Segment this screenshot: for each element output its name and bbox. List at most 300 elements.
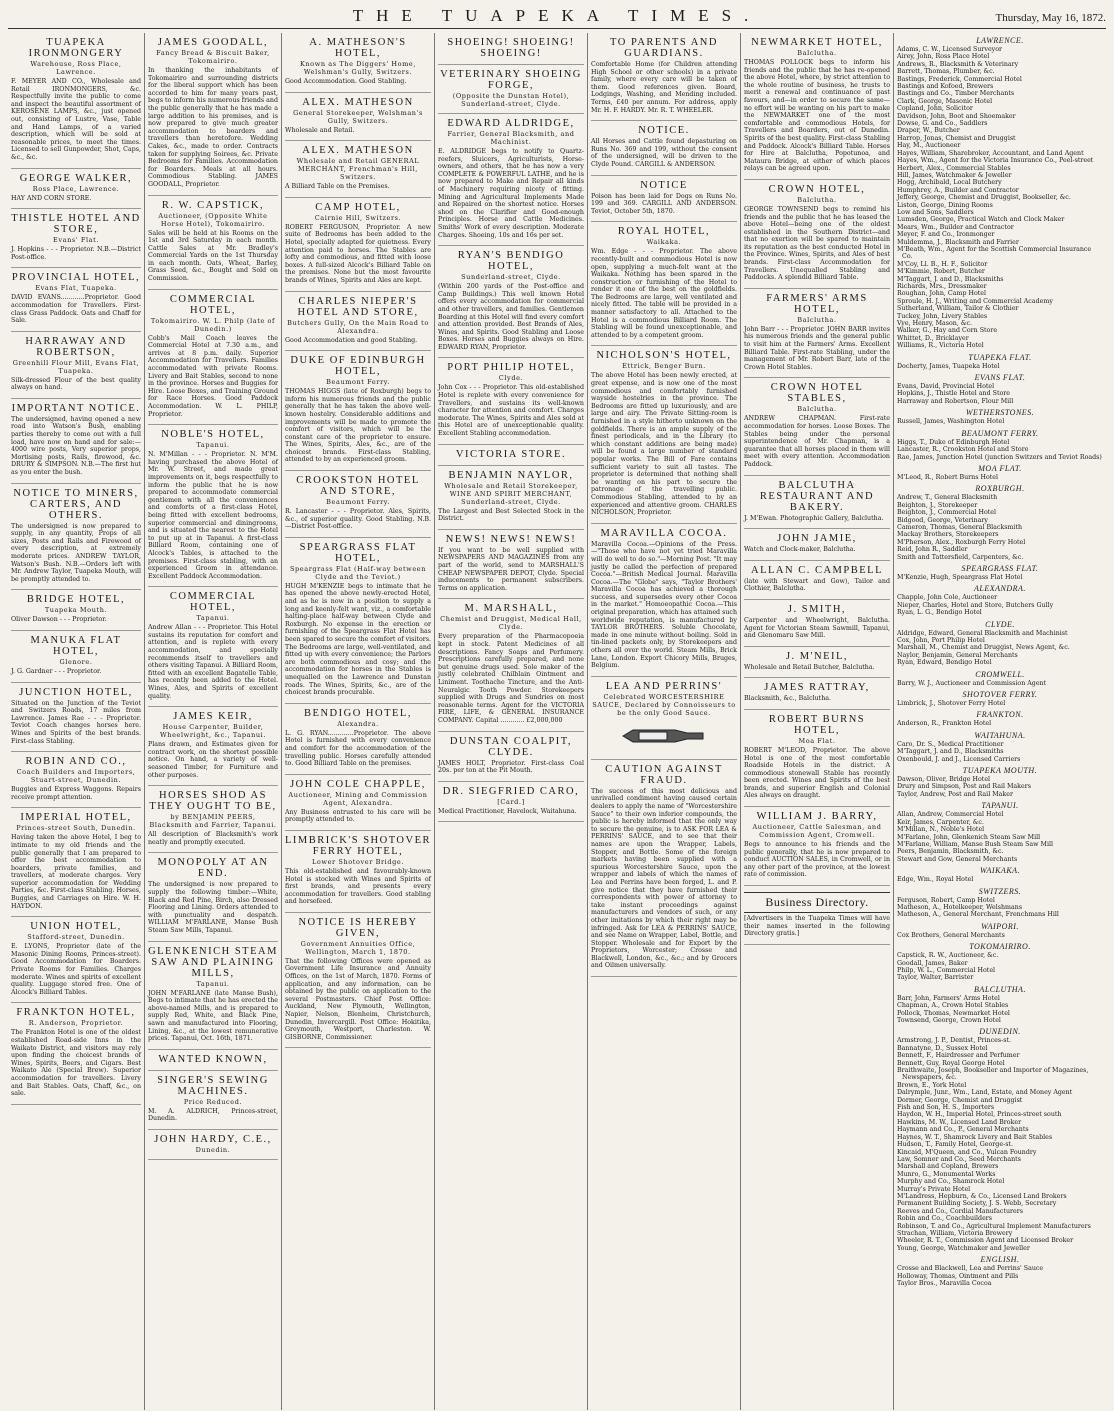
directory-entry: Ferguson, Robert, Camp Hotel (897, 896, 995, 904)
directory-entry: Bastings and Kofoed, Brewers (897, 83, 994, 91)
column-6 (741, 33, 894, 1410)
ad-body: The Largest and Best Selected Stock in the District. (438, 507, 584, 523)
ad-body: Having taken the above Hotel, I beg to intimate to my old friends and the public generally that I am prepared to offer the best accommodation to boarders, private families, and travellers, at moderate charges. Very superior accommodation for Wedding Parties, &c. First-class Stabling. Horses, Buggies, and Carriages on Hire. W. H. HAYDON. (11, 834, 141, 910)
advertisement (285, 351, 431, 471)
directory-town: FRANKTON. (976, 710, 1024, 720)
ad-heading: WANTED KNOWN, (158, 1053, 268, 1065)
directory-entry: M'Landress, Hepburn, & Co., Licensed Land Brokers (897, 1192, 1067, 1200)
ad-heading: JAMES KEIR, (173, 711, 253, 723)
directory-entry: Haymann and Co., P., General Merchants (897, 1126, 1029, 1134)
ad-subheading: Stafford-street, Dunedin. (27, 933, 125, 942)
advertisement (744, 33, 890, 180)
directory-town: TAPANUI. (981, 801, 1019, 811)
ad-body: In thanking the inhabitants of Tokomairiro and surrounding districts for the liberal support which has been accorded to him for many years past, begs to inform his numerous friends and the public generally that he has made a large addition to his premises, and is now prepared to give much greater accommodation to boarders and travellers than heretofore. Wedding Cakes, &c., made to order. Contracts taken for supplying Soirees, &c. Private Bedrooms for Families. Accommodation for Boarders. Meals at all hours. Commodious Stabling. JAMES GOODALL, Proprietor. (148, 67, 278, 188)
ad-heading: NEWS! NEWS! NEWS! (445, 533, 577, 545)
ad-subheading: Greenhill Flour Mill, Evans Flat, Tuapeka. (12, 358, 140, 375)
directory-entry: Andrew, T., General Blacksmith (897, 494, 998, 502)
directory-entry: Anderson, R., Frankton Hotel (897, 720, 992, 728)
advertisement (148, 786, 278, 853)
directory-entry: Bastings and Co., Timber Merchants (897, 90, 1015, 98)
ad-subheading: Tokomairiro. W. L. Philp (late of Dunedin.) (150, 316, 276, 333)
ad-subheading: R. Anderson, Proprietor. (28, 1019, 124, 1028)
advertisement (744, 678, 890, 710)
ad-body: The above Hotel has been newly erected, at great expense, and is now one of the most commodious and comfortably furnished wayside hostelries in the province. The Bedrooms are fitted up luxuriously, and are large and airy. The Private Sitting-room is furnished in a style hitherto unknown on the goldfields. There is an ample supply of the finest periodicals, and in the Library (to which constant additions are being made) will be found a large number of standard popular works. The Bill of Fare contains sufficient variety to suit all tastes. The proprietor is determined that nothing shall be wanting on his part to secure the patronage of the travelling public. Commodious Stabling, attended to by an experienced and attentive groom. CHARLES NICHOLSON, Proprietor. (591, 372, 737, 517)
ad-body: J. Hopkins - - - Proprietor. N.B.—District Post-office. (11, 246, 141, 261)
directory-entry: Crosse and Blackwell, Lea and Perrins' Sauce (897, 1265, 1044, 1273)
directory-entry: Lancaster, R., Crookston Hotel and Store (897, 446, 1029, 454)
ad-heading: UNION HOTEL, (30, 921, 122, 933)
ad-heading: JOHN COLE CHAPPLE, (290, 778, 426, 790)
ad-heading: JUNCTION HOTEL, (19, 686, 133, 698)
directory-entry: Goodall, James, Baker (897, 959, 968, 967)
directory-town: TUAPEKA FLAT. (968, 352, 1032, 362)
directory-entry: Meyer, F. and Co., Ironmonger (897, 231, 995, 239)
ad-heading: PORT PHILIP HOTEL, (447, 362, 575, 374)
advertisement (438, 530, 584, 600)
advertisement (438, 114, 584, 246)
ad-subheading: Celebrated WORCESTERSHIRE SAUCE, Declared by Connoisseurs to be the only Good Sauce. (592, 692, 736, 717)
directory-entry: Higgs, T., Duke of Edinburgh Hotel (897, 438, 1010, 446)
directory-entry: Hill, James, Watchmaker & Jeweller (897, 171, 1012, 179)
directory-entry: Ryan, Edward, Bendigo Hotel (897, 659, 992, 667)
directory-entry: Young, George, Watchmaker and Jeweller (897, 1244, 1030, 1252)
directory-entry: Pollock, Thomas, Newmarket Hotel (897, 1009, 1010, 1017)
directory-entry: Draper, W., Butcher (897, 127, 960, 135)
ad-body: All description of Blacksmith's work neatly and promptly executed. (148, 831, 278, 846)
ad-body: ANDREW CHAPMAN. First-rate accommodation for horses. Loose Boxes. The Stables being under the personal superintendence of Mr. Chapman, is a guarantee that all horses placed in them will meet with every attention. Accommodation Paddock. (744, 415, 890, 468)
ad-subheading: Balclutha. (797, 49, 837, 57)
advertisement (438, 33, 584, 65)
directory-town: CROMWELL. (975, 669, 1025, 679)
ad-heading: EDWARD ALDRIDGE, (447, 118, 575, 129)
directory-town: EVANS FLAT. (974, 373, 1026, 383)
directory-entry: Kincaid, M'Queen, and Co., Vulcan Foundry (897, 1148, 1037, 1156)
ad-body: E. LYONS, Proprietor (late of the Masonic Dining Rooms, Princes-street). Good Accommodation for Boarders. Private Rooms for Families. Charges moderate. Wines and spirits of excellent quality. Luggage stored free. One of Alcock's Billiard Tables. (11, 943, 141, 996)
directory-entry: Vye, Henry, Mason, &c. (897, 320, 973, 328)
directory-town: SPEARGRASS FLAT. (961, 563, 1039, 573)
ad-heading: MANUKA FLAT HOTEL, (30, 634, 122, 657)
directory-entry: Muldemma, J., Blacksmith and Farrier (897, 238, 1019, 246)
directory-entry: Sproule, H. J., Writing and Commercial Academy (897, 297, 1053, 305)
advertisement (148, 196, 278, 290)
directory-entry: Fish and Son, H. S., Importers (897, 1104, 995, 1112)
directory-entry: Beighton, J., Storekeeper (897, 501, 978, 509)
advertisement (591, 346, 737, 523)
ad-body: John Barr - - - Proprietor. JOHN BARR invites his numerous friends and the general public to visit him at the Farmers' Arms. Excellent Billiard Table. First-rate Stabling, under the management of Mr. Robert Barr, late of the Crown Hotel Stables. (744, 325, 890, 371)
directory-entry: Reid, John R., Saddler (897, 546, 968, 554)
advertisement (11, 332, 141, 399)
ad-subheading: General Storekeeper, Welshman's Gully, Switzers. (293, 108, 423, 125)
directory-entry: Herbert, Alex., Commercial Stables (897, 164, 1011, 172)
directory-town: ALEXANDRA. (974, 584, 1026, 594)
ad-body: Andrew Allan - - - Proprietor. This Hotel sustains its reputation for comfort and attention, and is replete with every accommodation, and specially recommends itself to travellers and others visiting Tapanui. A Billiard Room, fitted with an excellent Bagatelle Table, has recently been added to the Hotel. Wines, Ales, and Spirits of excellent quality. (148, 624, 278, 700)
advertisement (285, 93, 431, 142)
ad-body: Maravilla Cocoa.—Opinions of the Press.—"Those who have not yet tried Maravilla will do well to do so."—Morning Post. "It may justly be called the perfection of prepared Cocoa."—British Medical Journal. Maravilla Cocoa.—The "Globe" says, "Taylor Brothers' Maravilla Cocoa has achieved a thorough success, and supersedes every other Cocoa in the market." Homoeopathic Cocoa.—This original preparation, which has attained such worldwide reputation, is manufactured by TAYLOR BROTHERS. Soluble Chocolate, made in one minute without boiling. Sold in tin-lined packets only, by Storekeepers and others all over the world. Steam Mills, Brick Lane, London. Export Chicory Mills, Bruges, Belgium. (591, 540, 737, 670)
column-3 (282, 33, 435, 1410)
ad-heading: BENDIGO HOTEL, (304, 707, 412, 719)
directory-entry: Marshall and Copland, Brewers (897, 1163, 999, 1171)
ad-body: Carpenter and Wheelwright, Balclutha. Agent for Victorian Steam Sawmill, Tapanui, and Glenomaru Saw Mill. (744, 616, 890, 640)
advertisement (285, 704, 431, 775)
ad-subheading: Evans Flat, Tuapeka. (35, 284, 117, 293)
advertisement (744, 886, 890, 945)
ad-body: J. M'Ewan. Photographic Gallery, Balclutha. (744, 514, 884, 522)
advertisement (591, 677, 737, 760)
ad-subheading: Auctioneer, (Opposite White Horse Hotel), Tokomairiro. (158, 211, 268, 228)
ad-subheading: Price Reduced. (183, 1097, 243, 1106)
ad-subheading: Sunderland-street, Clyde. (461, 273, 561, 282)
advertisement (438, 732, 584, 782)
ad-heading: ALEX. MATHESON (302, 96, 414, 108)
directory-entry: M'Farlane, William, Manse Bush Steam Saw Mill (897, 840, 1054, 848)
advertisement (11, 209, 141, 268)
ad-subheading: by BENJAMIN PEERS, Blacksmith and Farrier, Tapanui. (149, 813, 277, 830)
directory-entry: Humphrey, A., Builder and Contractor (897, 186, 1019, 194)
directory-entry: Murphy and Co., Shamrock Hotel (897, 1178, 1005, 1186)
ad-heading: JOHN HARDY, C.E., (154, 1133, 272, 1145)
ad-body: E. ALDRIDGE begs to notify to Quartz-reefers, Sluicers, Agriculturists, Horse-owners, and others, that he has now a very COMPLETE & POWERFUL LATHE, and he is now prepared to Make and Repair all kinds of Machinery requiring nicety of fitting. Mining and Agricultural Implements Made and Repaired on the shortest notice. Horses shod on the Clarifier and Good-enough Principles. Horse and Cattle Medicines. Smiths' Work of every description. Moderate Charges. Shoeing, 10s and 16s per set. (438, 148, 584, 239)
ad-subheading: Known as The Diggers' Home, Welshman's Gully, Switzers. (299, 60, 417, 76)
ad-subheading: Warehouse, Ross Place, Lawrence. (30, 60, 122, 76)
directory-entry: Barrett, Thomas, Plumber, &c. (897, 68, 995, 76)
ad-heading: FARMERS' ARMS HOTEL, (766, 292, 868, 315)
ad-body: THOMAS POLLOCK begs to inform his friends and the public that he has re-opened the above Hotel, where, by strict attention to the whole routine of business, he trusts to merit a renewal and continuance of past favours, and—in order to secure the same—no effort will be wanting on his part to make the NEWMARKET one of the most comfortable and commodious Hotels, for Travellers and Boarders, out of Dunedin. Spirits of the best quality. First-class Stabling and Paddock. Alcock's Billiard Table. Horses for Hire at Balclutha, Popotunoa, and Mataura Bridge, at either of which places relays can be agreed upon. (744, 59, 891, 173)
directory-entry: Low and Sons, Saddlers (897, 208, 974, 216)
directory-entry: Williams, R., Victoria Hotel (897, 342, 984, 350)
ad-heading: ALEX. MATHESON (302, 145, 414, 157)
ad-subheading: Evans' Flat. (52, 236, 99, 245)
ad-heading: CAMP HOTEL, (315, 201, 401, 213)
ad-body: Wholesale and Retail Butcher, Balclutha. (744, 663, 875, 671)
ad-heading: MARAVILLA COCOA. (600, 527, 728, 539)
advertisement (438, 782, 584, 823)
directory-entry: Hogg, Archibald, Local Butchery (897, 179, 1002, 187)
ad-heading: GLENKENICH STEAM SAW AND PLAINING MILLS, (148, 945, 278, 979)
ad-body: Cobb's Mail Coach leaves the Commercial Hotel at 7.30 a.m., and arrives at 8 p.m. daily. Superior Accommodation for Travellers. Families accommodated with private Rooms. Livery and Bait Stables, second to none in the province. Horses and Buggies for Hire. Loose Boxes, and Training Ground for Race Horses. Good Paddock Accommodation. W. L. PHILP, Proprietor. (148, 334, 278, 418)
ad-body: J. G. Gardner - - - Proprietor. (11, 667, 102, 675)
ad-subheading: Fancy Bread & Biscuit Baker, Tokomairiro. (156, 49, 270, 65)
ad-body: Poison has been laid for Dogs on Runs No. 199 and 369. CARGILL AND ANDERSON. Teviot, October 5th, 1870. (591, 192, 737, 215)
directory-entry: Smith and Tattersfield, Carpenters, &c. (897, 553, 1024, 561)
ad-heading: SINGER'S SEWING MACHINES. (157, 1074, 269, 1097)
directory-entry: Russell, James, Washington Hotel (897, 418, 1005, 426)
directory-town: ROXBURGH. (975, 484, 1025, 494)
ad-heading: NOBLE'S HOTEL, (161, 429, 265, 441)
advertisement (591, 760, 737, 977)
ad-heading: RYAN'S BENDIGO HOTEL, (457, 250, 565, 273)
ad-heading: MONOPOLY AT AN END. (157, 857, 269, 880)
directory-entry: Copland, John, Solicitor (897, 105, 973, 113)
advertisement (438, 65, 584, 114)
directory-entry: Hay, M., Auctioneer (897, 142, 961, 150)
ad-body: The success of this most delicious and unrivalled condiment having caused certain dealers to apply the name of "Worcestershire Sauce" to their own inferior compounds, the public is hereby informed that the only way to secure the genuine, is to ASK FOR LEA & PERRINS' SAUCE, and to see that their names are upon the Wrapper, Labels, Stopper, and Bottle. Some of the foreign markets having been supplied with a spurious Worcestershire Sauce, upon the wrapper and labels of which the names of Lea and Perrins have been forged, L. and P. give notice that they have furnished their correspondents with power of attorney to take instant proceedings against manufacturers and vendors of such, or any other imitations by which their right may be infringed. Ask for LEA & PERRINS' SAUCE, and see Name on Wrapper, Label, Bottle, and Stopper. Wholesale and for Export by the Proprietors, Worcester; Crosse and Blackwell, London, &c., &c.; and by Grocers and Oilmen universally. (591, 787, 737, 970)
ad-heading: COMMERCIAL HOTEL, (169, 591, 257, 614)
directory-entry: Reeves and Co., Cordial Manufacturers (897, 1207, 1023, 1215)
ad-heading: BRIDGE HOTEL, (26, 594, 126, 606)
directory-entry: Allan, Andrew, Commercial Hotel (897, 811, 1004, 819)
directory-entry: M'Pherson, Alex., Roxburgh Ferry Hotel (897, 538, 1026, 546)
directory-entry: Hudson, T., Family Hotel, George-st. (897, 1141, 1013, 1149)
ad-body: Blacksmith, &c., Balclutha. (744, 695, 832, 703)
directory-entry: Whittet, D., Bricklayer (897, 334, 969, 342)
ad-body: All Horses and Cattle found depasturing on Runs No. 369 and 199, without the consent of the undersigned, will be driven to the Clyde Pound. CARGILL & ANDERSON. (591, 138, 737, 168)
ad-heading: A. MATHESON'S HOTEL, (309, 37, 407, 59)
advertisement (148, 1130, 278, 1160)
directory-entry: Lumsden, George, Practical Watch and Clock Maker (897, 216, 1065, 224)
directory-entry: Philp, W. L., Commercial Hotel (897, 966, 996, 974)
ad-subheading: Farrier, General Blacksmith, and Machinist. (447, 130, 575, 146)
ad-heading: TUAPEKA IRONMONGERY (28, 37, 124, 59)
directory-entry: Permanent Building Society, J. S. Webb, Secretary (897, 1200, 1057, 1208)
advertisement (285, 198, 431, 292)
advertisement (11, 590, 141, 631)
directory-entry: Chapman, A., Crown Hotel Stables (897, 1002, 1009, 1010)
column-7 (894, 33, 1106, 1410)
advertisement (591, 121, 737, 175)
ad-heading: GEORGE WALKER, (19, 172, 133, 184)
directory-town: TUAPEKA MOUTH. (962, 766, 1038, 776)
advertisement (744, 476, 890, 530)
advertisement (285, 775, 431, 831)
directory-town: BALCLUTHA. (974, 984, 1026, 994)
directory-entry: Dawson, Oliver, Bridge Hotel (897, 776, 991, 784)
directory-entry: Law, Somner and Co., Seed Merchants (897, 1155, 1021, 1163)
advertisement (148, 290, 278, 426)
ad-body: JAMES HOLT, Proprietor. First-class Coal 20s. per ton at the Pit Mouth. (438, 759, 584, 775)
ad-heading: CROWN HOTEL, (768, 183, 866, 195)
advertisement (148, 853, 278, 941)
directory-entry: Keir, James, Carpenter, &c. (897, 818, 984, 826)
ad-subheading: Balclutha. (797, 195, 837, 204)
ad-heading: BENJAMIN NAYLOR, (448, 469, 574, 481)
ad-body: [Advertisers in the Tuapeka Times will have their names inserted in the following Directory gratis.] (744, 915, 890, 938)
directory-entry: Richards, Mrs., Dressmaker (897, 283, 987, 290)
directory-entry: M'Leod, R., Robert Burns Hotel (897, 473, 999, 481)
directory-town: SHOTOVER FERRY. (962, 690, 1038, 700)
directory-entry: Matheson, A., General Merchant, Frenchmans Hill (897, 911, 1059, 919)
directory-entry: Robin and Co., Coachbuilders (897, 1215, 993, 1223)
directory-entry: Dormer, George, Chemist and Druggist (897, 1096, 1023, 1104)
directory-entry: Bidgood, George, Veterinary (897, 516, 988, 524)
advertisement (285, 831, 431, 913)
ad-heading: ROBERT BURNS HOTEL, (768, 713, 866, 736)
directory-entry: Stewart and Gow, General Merchants (897, 855, 1018, 863)
ad-heading: FRANKTON HOTEL, (16, 1007, 136, 1019)
ad-heading: NICHOLSON'S HOTEL, (596, 350, 732, 362)
ad-heading: NOTICE IS HEREBY GIVEN, (298, 916, 418, 939)
ad-heading: CROOKSTON HOTEL AND STORE, (296, 475, 420, 498)
advertisement (11, 169, 141, 210)
columns (8, 33, 1106, 1410)
advertisement (11, 631, 141, 683)
directory-entry: Braithwaite, Joseph, Bookseller and Importer of Magazines, Newspapers, &c. (897, 1067, 1089, 1082)
directory-entry: Tuckey, John, Livery Stables (897, 312, 988, 320)
directory-entry: Chapple, John Cole, Auctioneer (897, 594, 998, 602)
ad-body: M. A. ALDRICH, Princes-street, Dunedin. (148, 1107, 278, 1123)
advertisement (285, 141, 431, 198)
ad-subheading: Moa Flat. (798, 736, 836, 745)
ad-subheading: Princes-street South, Dunedin. (16, 824, 136, 833)
advertisement (148, 1050, 278, 1071)
advertisement (285, 33, 431, 93)
directory-entry: Bannatyne, D., Sussex Hotel (897, 1044, 988, 1052)
directory-entry: Clark, George, Masonic Hotel (897, 97, 993, 105)
ad-heading: NOTICE. (638, 125, 690, 137)
directory-town: WAIKAKA. (979, 866, 1021, 876)
ad-body: That the following Offices were opened as Government Life Insurance and Annuity Offices, on the 1st of March, 1870. Forms of application, and any information, can be obtained by the public on application to the several Postmasters. Chief Post Office: Auckland, New Plymouth, Wellington, Napier, Nelson, Blenheim, Christchurch, Dunedin, Invercargill. Post Office: Hokitika, Greymouth, Westport, Charleston. W. GISBORNE, Commissioner. (285, 957, 431, 1041)
ad-body: Situated on the Junction of the Teviot and Switzers Roads, 17 miles from Lawrence. James Rae - - - Proprietor. Teviot Coach changes horses here. Wines and Spirits of the best brands. First-class Stabling. (11, 699, 141, 745)
ad-body: Silk-dressed Flour of the best quality always on hand. (11, 376, 141, 392)
directory-entry: Barr, John, Farmers' Arms Hotel (897, 994, 1000, 1002)
ad-body: This old-established and favourably-known Hotel is stocked with Wines and Spirits of first brands, and presents every accommodation for travellers. Good stabling and horsefeed. (285, 867, 431, 906)
directory-entry: Armstrong, J. P., Dentist, Princes-st. (897, 1037, 1012, 1045)
advertisement (438, 358, 584, 444)
directory-entry: Capstick, R. W., Auctioneer, &c. (897, 952, 999, 960)
ad-heading: ROYAL HOTEL, (617, 226, 711, 238)
directory-entry: Ryan, L. G., Bendigo Hotel (897, 609, 982, 617)
directory-entry: Jeffery, George, Chemist and Druggist, Bookseller, &c. (897, 194, 1071, 202)
directory-entry: Beighton, J., Commercial Hotel (897, 509, 997, 517)
ad-subheading: Chemist and Druggist, Medical Hall, Clyde. (440, 615, 582, 632)
advertisement (285, 913, 431, 1049)
directory-entry: Haynes, W. T., Shamrock Livery and Bait Stables (897, 1133, 1053, 1141)
ad-subheading: Tapanui. (196, 441, 230, 450)
directory-entry: M'Farlane, John, Glenkenich Steam Saw Mill (897, 833, 1041, 841)
directory-entry: Aldridge, Edward, General Blacksmith and Machinist (897, 629, 1068, 637)
ad-heading: HARRAWAY AND ROBERTSON, (25, 335, 127, 358)
advertisement (11, 33, 141, 169)
ad-heading: J. SMITH, (787, 603, 847, 615)
ad-body: Plans drawn, and Estimates given for contract work, on the shortest possible notice. On hand, a variety of well-seasoned Timber, for Furniture and other purposes. (148, 741, 278, 779)
advertisement (591, 176, 737, 223)
ad-subheading: Tuapeka Mouth. (44, 606, 108, 615)
directory-entry: Haydon, W. H., Imperial Hotel, Princes-street south (897, 1111, 1062, 1119)
ad-body: If you want to be well supplied with NEWSPAPERS AND MAGAZINES from any part of the world, send to MARSHALL'S CHEAP NEWSPAPER DEPOT, Clyde. Special inducements to permanent subscribers. Terms on application. (438, 546, 584, 592)
ad-body: R. Lancaster - - - Proprietor. Ales, Spirits, &c., of superior quality. Good Stabling. N.B.—District Post-office. (285, 508, 431, 531)
directory-entry: M'Coy, Ll. B., H. F., Solicitor (897, 260, 988, 268)
advertisement (591, 33, 737, 121)
ad-body: Wm. Edge - - - Proprietor. The above recently-built and commodious Hotel is now open, supplying a much-felt want at the Waikaka. Nothing has been spared in the construction or furnishing of the Hotel to render it one of the best on the goldfields. The Bedrooms are large, well ventilated and nicely fitted. The table will be provided in a manner satisfactory to all. Attached to the Hotel is a commodious Billiard Room. The Stabling will be found unexceptionable, and attended to by a competent groom. (591, 248, 737, 339)
ad-body: Good Accommodation and good Stabling. (285, 336, 418, 344)
advertisement (744, 289, 890, 379)
advertisement (11, 752, 141, 808)
advertisement (148, 33, 278, 196)
ad-heading: ALLAN C. CAMPBELL (751, 564, 883, 576)
ad-body: John Cox - - - Proprietor. This old-established Hotel is replete with every convenience for Travellers, and sustains its well-known character for attention and comfort. Charges moderate. The Wines, Spirits and Ales sold at this Hotel are of unexceptionable quality. Excellent Stabling accommodation. (438, 384, 584, 438)
advertisement (744, 561, 890, 600)
advertisement (285, 471, 431, 538)
directory-entry: Caro, Dr. S., Medical Practitioner (897, 740, 1004, 748)
newspaper-title: THE TUAPEKA TIMES. (352, 6, 762, 25)
directory-town: CLYDE. (985, 619, 1015, 629)
directory-entry: Hawkins, M. W., Licensed Land Broker (897, 1118, 1022, 1126)
directory-entry: Roughan, John, Camp Hotel (897, 290, 987, 298)
ad-subheading: Government Annuities Office, Wellington, March 1, 1870. (300, 939, 416, 956)
ad-body: A Billiard Table on the Premises. (285, 183, 390, 191)
directory-entry: Sutherland, William, Tailor & Clothier (897, 305, 1019, 313)
directory-town: DUNEDIN. (979, 1027, 1021, 1037)
ad-subheading: House Carpenter, Builder, Wheelwright, &c., Tapanui. (160, 723, 266, 740)
ad-body: ROBERT M'LEOD, Proprietor. The above Hotel is one of the most comfortable Roadside Hotels in the district. A commodious stonewall Stable has recently been erected. Wines and Spirits of the best brands, and superior English and Colonial Ales always on draught. (744, 746, 890, 800)
ad-body: N. M'Millan - - - Proprietor. N. M'M. having purchased the above Hotel of Mr. W. Street, and made great improvements on it, begs respectfully to inform the public that he is now prepared to accommodate commercial gentlemen with all the conveniences and comforts of a first-class Hotel, being fitted with excellent bedrooms, superior commercial and diningrooms, and is situated the nearest to the Hotel to put up at in Tapanui. A first-class Billiard Room, containing one of Alcock's Tables, is attached to the premises. First-class stabling, with an experienced Groom in attendance. Excellent Paddock Accommodation. (148, 451, 278, 580)
ad-heading: DUKE OF EDINBURGH HOTEL, (290, 355, 426, 378)
directory-town: WAIPORI. (981, 921, 1019, 931)
ad-heading: DUNSTAN COALPIT, CLYDE. (449, 735, 573, 758)
ad-subheading: Tapanui. (196, 979, 230, 988)
directory-entry: Oxenbould, J. and J., Licensed Carriers (897, 755, 1021, 763)
ad-body: The Frankton Hotel is one of the oldest established Road-side Inns in the Waikato District, and visitors may rely upon finding the choicest brands of Wines, Spirits, Beers, and Cigars. Best Waikato Ale (Special Brew). Superior accommodation for travellers. Livery and Bait Stables. Oats, Chaff, &c., on sale. (11, 1029, 141, 1098)
ad-subheading: Auctioneer, Mining and Commission Agent, Alexandra. (288, 790, 428, 807)
ad-subheading: Waikaka. (646, 238, 682, 247)
advertisement (744, 710, 890, 807)
directory-town: BEAUMONT FERRY. (961, 428, 1039, 438)
directory-town: SWITZERS. (978, 886, 1022, 896)
directory-entry: M'Beath, Wm., Agent for the Scottish Commercial Insurance Co. (897, 245, 1092, 261)
ad-subheading: Wholesale and Retail GENERAL MERCHANT, Frenchman's Hill, Switzers. (296, 157, 420, 182)
directory-entry: Evans, David, Provincial Hotel (897, 383, 995, 391)
ad-heading: ROBIN AND CO., (25, 756, 127, 768)
directory-entry: Limbrick, J., Shotover Ferry Hotel (897, 700, 1006, 708)
directory-entry: Cox Brothers, General Merchants (897, 931, 1005, 939)
directory-entry: Taylor, Andrew, Post and Rail Maker (897, 790, 1013, 798)
advertisement (11, 917, 141, 1003)
ad-body: JOHN M'FARLANE (late Manse Bush), Begs to intimate that he has erected the above-named Mills, and is prepared to supply Red, White, and Black Pine, sawn and manufactured into Flooring, Lining, &c., at the lowest remunerative prices. Tapanui, Oct. 16th, 1871. (148, 989, 278, 1043)
ad-body: Buggies and Express Waggons. Repairs receive prompt attention. (11, 786, 141, 801)
ad-subheading: Lower Shotover Bridge. (312, 857, 404, 866)
ad-heading: THISTLE HOTEL AND STORE, (11, 213, 141, 236)
directory-entry: Walker, G., Hay and Corn Store (897, 327, 998, 335)
directory-entry: M'Kimmie, Robert, Butcher (897, 268, 985, 276)
advertisement (285, 292, 431, 352)
ad-subheading: [Card.] (497, 797, 525, 806)
directory-entry: Brown, E., York Hotel (897, 1081, 967, 1089)
ad-heading: NOTICE TO MINERS, CARTERS, AND OTHERS. (13, 487, 139, 521)
ad-subheading: Beaumont Ferry. (326, 378, 390, 387)
directory-entry: Mears, Wm., Builder and Contractor (897, 223, 1014, 231)
directory-entry: M'Taggart, J. and D., Blacksmiths (897, 275, 1004, 283)
directory-entry: Rae, James, Junction Hotel (junction Switzers and Teviot Roads) (897, 453, 1102, 461)
ad-subheading: Glenore. (59, 657, 93, 666)
advertisement (744, 807, 890, 886)
directory-entry: Bastings, Frederick, Commercial Hotel (897, 75, 1022, 83)
ad-heading: CROWN HOTEL STABLES, (770, 382, 864, 405)
directory-entry: Hayes, William, Sharebroker, Accountant, and Land Agent (897, 149, 1084, 157)
directory-entry: M'Kenzie, Hugh, Speargrass Flat Hotel (897, 573, 1023, 581)
advertisement (744, 529, 890, 561)
advertisement (11, 268, 141, 331)
directory-entry: Munro, G., Monumental Works (897, 1170, 996, 1178)
ad-body: THOMAS HIGGS (late of Roxburgh) begs to inform his numerous friends and the public generally that he has taken the above well-known hostelry. Considerable additions and improvements will be made to promote the comfort of visitors, which will be the constant care of the proprietor to ensure. The Wines, Spirits, Ales, &c., are of the choicest brands. First-class Stabling, attended to by an experienced groom. (285, 388, 431, 464)
ad-body: HUGH M'KENZIE begs to intimate that he has opened the above newly-erected Hotel, and as he is now in a position to supply a long and keenly-felt want, viz., a comfortable halting-place half-way between Clyde and Roxburgh. No expense in the erection or furnishing of the Speargrass Flat Hotel has been spared to secure the comfort of visitors. The Bedrooms are large, well-ventilated, and fitted up with every convenience; the Parlors are both commodious and cosy; and the accommodation for horses in the Stables is unequalled on the Lawrence and Dunstan roads. The Wines, Spirits, &c., are of the choicest brands procurable. (285, 582, 431, 697)
directory-entry: Dalrymple, Junr., Wm., Land, Estate, and Money Agent (897, 1089, 1073, 1097)
ad-body: GEORGE TOWNSEND begs to remind his friends and the public that he has leased the above Hotel—being one of the oldest established in the Southern District—and that no exertion will be spared to maintain its reputation as the best conducted Hotel in the Province. Wines, Spirits, and Ales of best brands. First-class Accommodation for Travellers. Unequalled Stabling and Paddocks. A splendid Billiard Table. (744, 205, 890, 282)
ad-body: Good Accommodation. Good Stabling. (285, 78, 407, 85)
advertisement (744, 600, 890, 647)
ad-body: HAY AND CORN STORE. (11, 194, 92, 202)
ad-body: Every preparation of the Pharmacopoeia kept in stock. Patent Medicines of all descriptions. Fancy Soaps and Perfumery. Prescriptions carefully prepared, and none but genuine drugs used. Sole maker of the justly celebrated Chilblain Ointment and Liniment. Toothache Tincture, and the Anti-Neuralgic Tooth Powder. Storekeepers supplied with Drugs and Sundries on most reasonable terms. Agent for the VICTORIA FIRE, LIFE, & GENERAL INSURANCE COMPANY. Capital ............ £2,000,000 (438, 633, 584, 724)
advertisement (148, 942, 278, 1050)
advertisement (11, 808, 141, 917)
column-5 (588, 33, 741, 1410)
directory-entry: Taylor, Walter, Barrister (897, 974, 974, 982)
ad-heading: PROVINCIAL HOTEL, (11, 272, 141, 284)
ad-body: Oliver Dawson - - - Proprietor. (11, 616, 107, 624)
ad-heading: VETERINARY SHOEING FORGE, (440, 69, 582, 91)
ad-subheading: Cairnie Hill, Switzers. (314, 213, 402, 222)
ad-body: Watch and Clock-maker, Balclutha. (744, 546, 856, 554)
ad-subheading: Wholesale and Retail Storekeeper, WINE AND SPIRIT MERCHANT, Sunderland-street, Clyde. (444, 481, 578, 506)
ad-body: ROBERT FERGUSON, Proprietor. A new suite of Bedrooms has been added to the Hotel, specially adapted for quietness. Every attention paid to horses. The Stables are lofty and commodious, and fitted with loose boxes. A full-sized Alcock's Billiard Table on the premises. None but the most favourite brands of Wines, Spirits and Ales are kept. (285, 223, 431, 284)
